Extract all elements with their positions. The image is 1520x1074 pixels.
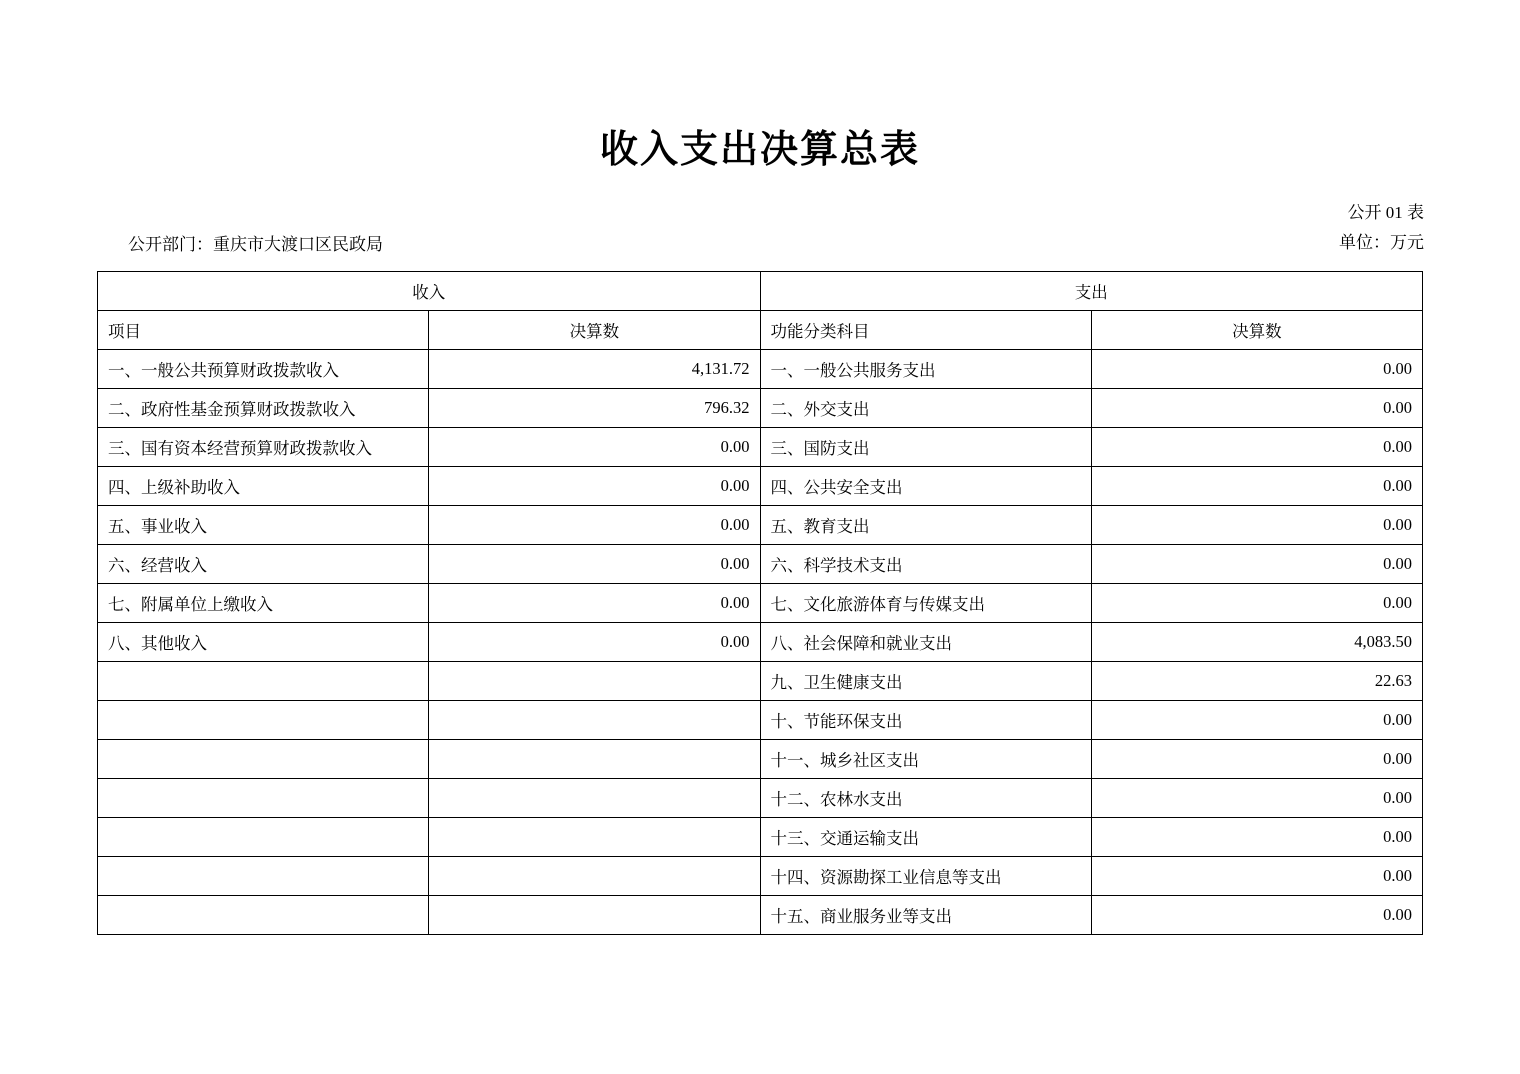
expenditure-item: 六、科学技术支出: [760, 545, 1091, 584]
income-amount: 796.32: [429, 389, 760, 428]
expenditure-item: 十三、交通运输支出: [760, 818, 1091, 857]
table-row: [98, 545, 1423, 584]
table-body: [98, 350, 1423, 935]
income-item: [98, 818, 429, 857]
expenditure-item: 一、一般公共服务支出: [760, 350, 1091, 389]
table-group-header-row: [98, 272, 1423, 311]
income-amount: [429, 740, 760, 779]
expenditure-amount: 0.00: [1091, 740, 1422, 779]
department-line: 公开部门：重庆市大渡口区民政局: [128, 235, 383, 254]
expenditure-item: 十一、城乡社区支出: [760, 740, 1091, 779]
expenditure-item: 四、公共安全支出: [760, 467, 1091, 506]
expenditure-item: 二、外交支出: [760, 389, 1091, 428]
expenditure-amount: 0.00: [1091, 428, 1422, 467]
column-header-income-amount: 决算数: [429, 311, 760, 350]
income-item: [98, 779, 429, 818]
income-item: 六、经营收入: [98, 545, 429, 584]
income-item: [98, 857, 429, 896]
expenditure-amount: 0.00: [1091, 857, 1422, 896]
table-row: [98, 818, 1423, 857]
income-amount: 0.00: [429, 545, 760, 584]
income-amount: [429, 857, 760, 896]
expenditure-amount: 0.00: [1091, 896, 1422, 935]
expenditure-amount: 0.00: [1091, 584, 1422, 623]
expenditure-amount: 0.00: [1091, 701, 1422, 740]
table-row: [98, 662, 1423, 701]
expenditure-item: 五、教育支出: [760, 506, 1091, 545]
column-header-expenditure-item: 功能分类科目: [760, 311, 1091, 350]
income-item: 一、一般公共预算财政拨款收入: [98, 350, 429, 389]
table-row: [98, 350, 1423, 389]
expenditure-item: 八、社会保障和就业支出: [760, 623, 1091, 662]
income-item: [98, 740, 429, 779]
column-header-income-item: 项目: [98, 311, 429, 350]
table-row: [98, 740, 1423, 779]
income-item: 五、事业收入: [98, 506, 429, 545]
table-row: [98, 428, 1423, 467]
income-amount: [429, 896, 760, 935]
table-row: [98, 584, 1423, 623]
income-item: 七、附属单位上缴收入: [98, 584, 429, 623]
income-amount: [429, 779, 760, 818]
expenditure-amount: 4,083.50: [1091, 623, 1422, 662]
expenditure-amount: 0.00: [1091, 389, 1422, 428]
income-amount: 0.00: [429, 623, 760, 662]
table-row: [98, 779, 1423, 818]
income-amount: [429, 701, 760, 740]
table-row: [98, 506, 1423, 545]
form-code: 公开 01 表: [1347, 203, 1424, 222]
expenditure-amount: 0.00: [1091, 818, 1422, 857]
table-row: [98, 896, 1423, 935]
table-column-header-row: [98, 311, 1423, 350]
expenditure-item: 十、节能环保支出: [760, 701, 1091, 740]
group-header-income: 收入: [98, 272, 761, 311]
expenditure-amount: 0.00: [1091, 506, 1422, 545]
income-amount: 0.00: [429, 584, 760, 623]
table-row: [98, 701, 1423, 740]
page-title: 收入支出决算总表: [599, 127, 920, 171]
expenditure-amount: 0.00: [1091, 545, 1422, 584]
income-item: [98, 701, 429, 740]
expenditure-amount: 0.00: [1091, 779, 1422, 818]
income-amount: 0.00: [429, 428, 760, 467]
expenditure-item: 九、卫生健康支出: [760, 662, 1091, 701]
budget-table: [97, 271, 1423, 935]
income-item: [98, 662, 429, 701]
form-meta: [1339, 198, 1424, 258]
expenditure-amount: 0.00: [1091, 350, 1422, 389]
expenditure-amount: 22.63: [1091, 662, 1422, 701]
table-row: [98, 467, 1423, 506]
expenditure-item: 三、国防支出: [760, 428, 1091, 467]
table-row: [98, 857, 1423, 896]
income-amount: [429, 818, 760, 857]
income-item: 八、其他收入: [98, 623, 429, 662]
income-amount: 4,131.72: [429, 350, 760, 389]
expenditure-amount: 0.00: [1091, 467, 1422, 506]
expenditure-item: 七、文化旅游体育与传媒支出: [760, 584, 1091, 623]
table-row: [98, 623, 1423, 662]
expenditure-item: 十四、资源勘探工业信息等支出: [760, 857, 1091, 896]
column-header-expenditure-amount: 决算数: [1091, 311, 1422, 350]
expenditure-item: 十五、商业服务业等支出: [760, 896, 1091, 935]
income-amount: 0.00: [429, 467, 760, 506]
income-item: 四、上级补助收入: [98, 467, 429, 506]
income-item: [98, 896, 429, 935]
unit-note: 单位：万元: [1339, 233, 1424, 252]
group-header-expenditure: 支出: [760, 272, 1423, 311]
expenditure-item: 十二、农林水支出: [760, 779, 1091, 818]
table-row: [98, 389, 1423, 428]
income-amount: [429, 662, 760, 701]
income-item: 三、国有资本经营预算财政拨款收入: [98, 428, 429, 467]
income-amount: 0.00: [429, 506, 760, 545]
income-item: 二、政府性基金预算财政拨款收入: [98, 389, 429, 428]
